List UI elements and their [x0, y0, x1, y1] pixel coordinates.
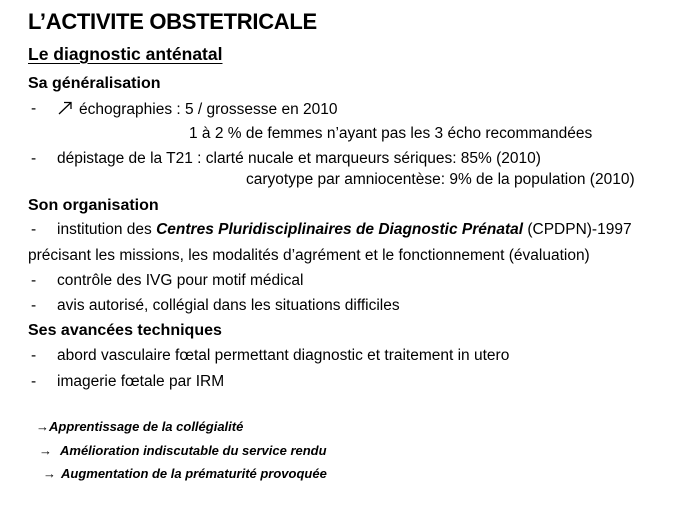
line-text-before: institution des: [57, 221, 157, 238]
conclusion-prematurite: [43, 467, 327, 480]
line-echographies: [57, 101, 338, 118]
conclusion-service-rendu: [39, 444, 327, 457]
line-text: échographies : 5 / grossesse en 2010: [79, 101, 338, 118]
bullet-dash: -: [31, 373, 37, 390]
north-east-arrow-icon: [57, 101, 73, 115]
line-avis-collegial: avis autorisé, collégial dans les situations difficiles: [57, 297, 400, 314]
line-controle-ivg: contrôle des IVG pour motif médical: [57, 272, 304, 289]
bullet-dash: -: [31, 347, 37, 364]
section-heading-generalisation: Sa généralisation: [28, 75, 161, 92]
bullet-dash: -: [31, 297, 37, 314]
right-arrow-icon: →: [36, 419, 49, 434]
right-arrow-icon: →: [39, 443, 52, 458]
line-abord-vasculaire: abord vasculaire fœtal permettant diagnostic et traitement in utero: [57, 347, 510, 364]
bullet-dash: -: [31, 150, 37, 167]
right-arrow-icon: →: [43, 466, 56, 481]
slide-title: L’ACTIVITE OBSTETRICALE: [28, 9, 317, 34]
bullet-dash: -: [31, 272, 37, 289]
section-heading-avancees: Ses avancées techniques: [28, 322, 222, 339]
line-imagerie-irm: imagerie fœtale par IRM: [57, 373, 225, 390]
line-institution-cpdpn: [57, 222, 632, 238]
conclusion-text: Apprentissage de la collégialité: [49, 419, 244, 434]
slide-subtitle: Le diagnostic anténatal: [28, 44, 223, 64]
line-text-emphasis: Centres Pluridisciplinaires de Diagnostic Prénatal: [156, 221, 524, 238]
conclusion-text: Augmentation de la prématurité provoquée: [61, 466, 327, 481]
line-echo-recommandees: 1 à 2 % de femmes n’ayant pas les 3 écho recommandées: [189, 125, 593, 142]
line-caryotype: caryotype par amniocentèse: 9% de la population (2010): [246, 171, 635, 188]
bullet-dash: -: [31, 100, 37, 117]
bullet-dash: -: [31, 221, 37, 238]
conclusion-text: Amélioration indiscutable du service rendu: [60, 443, 327, 458]
line-text-after: (CPDPN)-1997: [523, 221, 632, 238]
section-heading-organisation: Son organisation: [28, 197, 159, 214]
line-precisant-missions: précisant les missions, les modalités d’agrément et le fonctionnement (évaluation): [28, 247, 590, 264]
line-depistage-t21: dépistage de la T21 : clarté nucale et marqueurs sériques: 85% (2010): [57, 150, 541, 167]
conclusion-collegialite: [36, 420, 243, 433]
